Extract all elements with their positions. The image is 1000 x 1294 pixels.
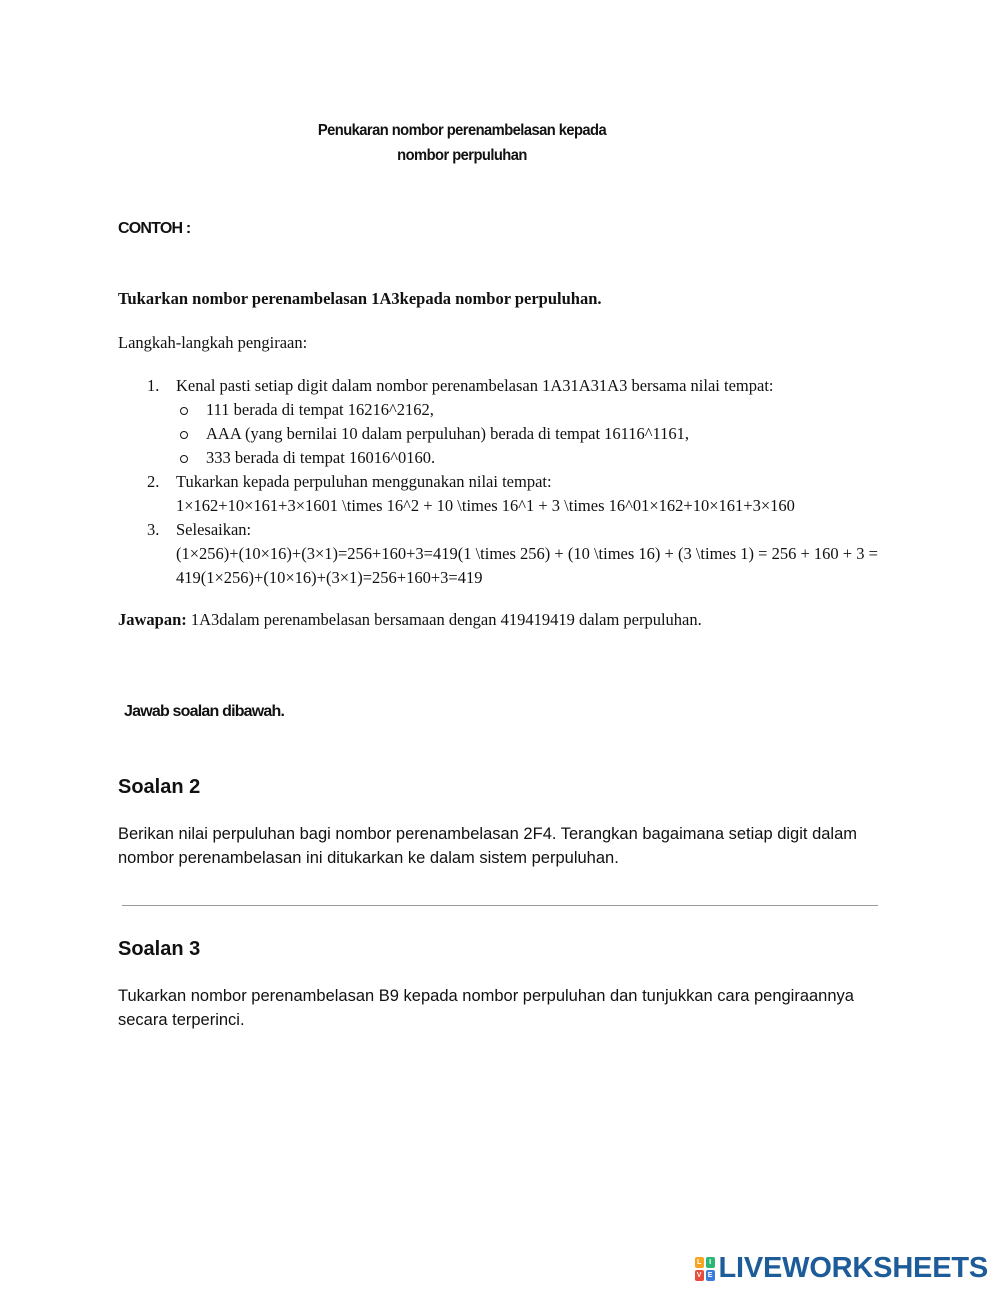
- logo-tile: E: [706, 1270, 715, 1281]
- answer-text: 1A3dalam perenambelasan bersamaan dengan 419419419 dalam perpuluhan.: [186, 610, 702, 629]
- document-title: [37, 118, 887, 168]
- liveworksheets-logo: [695, 1252, 989, 1285]
- example-task: Tukarkan nombor perenambelasan 1A3kepada nombor perpuluhan.: [118, 289, 602, 308]
- logo-tile: V: [695, 1270, 704, 1281]
- step-number: 3.: [147, 520, 160, 539]
- contoh-label: CONTOH :: [118, 220, 191, 237]
- title-line-1: Penukaran nombor perenambelasan kepada: [317, 122, 607, 139]
- question-2-text: Berikan nilai perpuluhan bagi nombor perenambelasan 2F4. Terangkan bagaimana setiap digit dalam nombor perenambelasan ini ditukarkan ke dalam sistem perpuluhan.: [118, 825, 858, 867]
- step-text: Kenal pasti setiap digit dalam nombor perenambelasan 1A31A31A3 bersama nilai tempat:: [176, 376, 774, 395]
- title-line-2: nombor perpuluhan: [397, 147, 527, 164]
- logo-tiles-icon: [695, 1257, 715, 1281]
- step-text: Tukarkan kepada perpuluhan menggunakan nilai tempat:: [176, 472, 552, 491]
- answer-label: Jawapan:: [118, 610, 187, 629]
- instruction-label: Jawab soalan dibawah.: [124, 703, 285, 720]
- logo-tile: I: [706, 1257, 715, 1268]
- step-3: [147, 518, 887, 590]
- circle-bullet-icon: [180, 455, 188, 463]
- question-3-text: Tukarkan nombor perenambelasan B9 kepada nombor perpuluhan dan tunjukkan cara pengiraannya secara terperinci.: [118, 987, 854, 1029]
- circle-bullet-icon: [180, 431, 188, 439]
- step-2: [147, 470, 887, 518]
- sub-item: [147, 398, 887, 422]
- answer-line: [118, 608, 702, 632]
- logo-tile: L: [695, 1257, 704, 1268]
- steps-list: [147, 374, 887, 590]
- sub-item-text: 111 berada di tempat 16216^2162,: [206, 400, 434, 419]
- step-number: 2.: [147, 472, 160, 491]
- circle-bullet-icon: [180, 407, 188, 415]
- question-2-heading: Soalan 2: [118, 776, 201, 798]
- step-1: [147, 374, 887, 398]
- divider: [122, 905, 878, 906]
- sub-item-text: AAA (yang bernilai 10 dalam perpuluhan) berada di tempat 16116^1161,: [206, 424, 690, 443]
- step-text: Selesaikan:: [176, 520, 252, 539]
- logo-text: LIVEWORKSHEETS: [718, 1252, 988, 1284]
- sub-item: [147, 446, 887, 470]
- step-detail: 1×162+10×161+3×1601 \times 16^2 + 10 \times 16^1 + 3 \times 16^01×162+10×161+3×160: [176, 496, 795, 515]
- question-3-heading: Soalan 3: [118, 938, 201, 960]
- steps-label: Langkah-langkah pengiraan:: [118, 333, 308, 352]
- sub-item: [147, 422, 887, 446]
- step-number: 1.: [147, 376, 160, 395]
- sub-item-text: 333 berada di tempat 16016^0160.: [206, 448, 436, 467]
- step-detail: (1×256)+(10×16)+(3×1)=256+160+3=419(1 \times 256) + (10 \times 16) + (3 \times 1) = 256 + 160 + 3 = 419(1×256)+(10×16)+(3×1)=256+160+3=419: [176, 544, 878, 587]
